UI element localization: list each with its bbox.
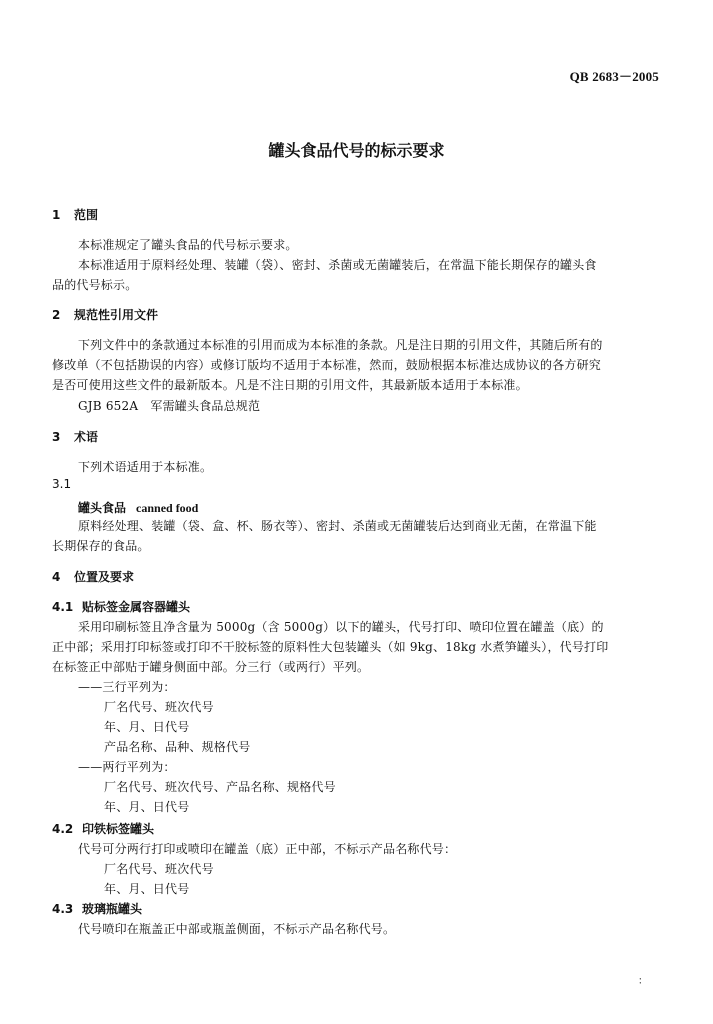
- paragraph: 修改单（不包括勘误的内容）或修订版均不适用于本标准，然而，鼓励根据本标准达成协议的各方研究: [52, 358, 602, 372]
- paragraph: 代号喷印在瓶盖正中部或瓶盖侧面，不标示产品名称代号。: [78, 922, 396, 936]
- page-mark: ：: [638, 976, 648, 987]
- section-title: 位置及要求: [74, 570, 135, 584]
- subsection-number: 4.2: [52, 822, 74, 836]
- section-number: 2: [52, 308, 61, 322]
- section-number: 3: [52, 430, 61, 444]
- term-entry: [78, 497, 198, 516]
- subsection-number: 4.3: [52, 902, 74, 916]
- section-title: 规范性引用文件: [74, 308, 159, 322]
- paragraph: 在标签正中部贴于罐身侧面中部。分三行（或两行）平列。: [52, 660, 370, 674]
- section-1-heading: [52, 206, 98, 223]
- paragraph: 正中部；采用打印标签或打印不干胶标签的原料性大包装罐头（如 9kg、18kg 水煮笋罐头），代号打印: [52, 640, 609, 654]
- subsection-title: 印铁标签罐头: [82, 822, 155, 836]
- section-number: 4: [52, 570, 61, 584]
- paragraph: 采用印刷标签且净含量为 5000g（含 5000g）以下的罐头，代号打印、喷印位置在罐盖（底）的: [78, 620, 604, 634]
- standard-code: QB 2683－2005: [569, 69, 659, 84]
- subsection-number: 4.1: [52, 600, 74, 614]
- paragraph: 本标准规定了罐头食品的代号标示要求。: [78, 238, 298, 252]
- subsection-number: 3.1: [52, 477, 72, 491]
- list-intro: ——两行平列为：: [78, 760, 176, 774]
- list-item: 产品名称、品种、规格代号: [104, 740, 251, 754]
- section-3-heading: [52, 428, 98, 445]
- list-item: 厂名代号、班次代号、产品名称、规格代号: [104, 780, 336, 794]
- subsection-4-3-heading: [52, 900, 142, 917]
- subsection-title: 贴标签金属容器罐头: [82, 600, 191, 614]
- section-title: 范围: [74, 208, 99, 222]
- term-definition: 原料经处理、装罐（袋、盒、杯、肠衣等）、密封、杀菌或无菌罐装后达到商业无菌，在常温下能: [78, 519, 597, 533]
- paragraph: 是否可使用这些文件的最新版本。凡是不注日期的引用文件，其最新版本适用于本标准。: [52, 378, 528, 392]
- reference-item: GJB 652A 军需罐头食品总规范: [78, 399, 261, 413]
- list-intro: ——三行平列为：: [78, 680, 176, 694]
- term-definition: 长期保存的食品。: [52, 539, 150, 553]
- paragraph: 下列术语适用于本标准。: [78, 460, 213, 474]
- subsection-title: 玻璃瓶罐头: [82, 902, 143, 916]
- subsection-4-1-heading: [52, 598, 190, 615]
- paragraph: 本标准适用于原料经处理、装罐（袋）、密封、杀菌或无菌罐装后，在常温下能长期保存的罐头食: [78, 258, 597, 272]
- section-title: 术语: [74, 430, 99, 444]
- term-chinese: 罐头食品: [78, 501, 127, 515]
- list-item: 年、月、日代号: [104, 720, 190, 734]
- list-item: 厂名代号、班次代号: [104, 862, 214, 876]
- term-english: canned food: [136, 501, 199, 515]
- document-title: 罐头食品代号的标示要求: [268, 141, 445, 160]
- list-item: 年、月、日代号: [104, 882, 190, 896]
- paragraph: 代号可分两行打印或喷印在罐盖（底）正中部，不标示产品名称代号：: [78, 842, 457, 856]
- paragraph: 下列文件中的条款通过本标准的引用而成为本标准的条款。凡是注日期的引用文件，其随后所有的: [78, 338, 603, 352]
- section-2-heading: [52, 306, 158, 323]
- paragraph: 品的代号标示。: [52, 278, 138, 292]
- section-4-heading: [52, 568, 134, 585]
- section-number: 1: [52, 208, 61, 222]
- list-item: 年、月、日代号: [104, 800, 190, 814]
- list-item: 厂名代号、班次代号: [104, 700, 214, 714]
- subsection-4-2-heading: [52, 820, 154, 837]
